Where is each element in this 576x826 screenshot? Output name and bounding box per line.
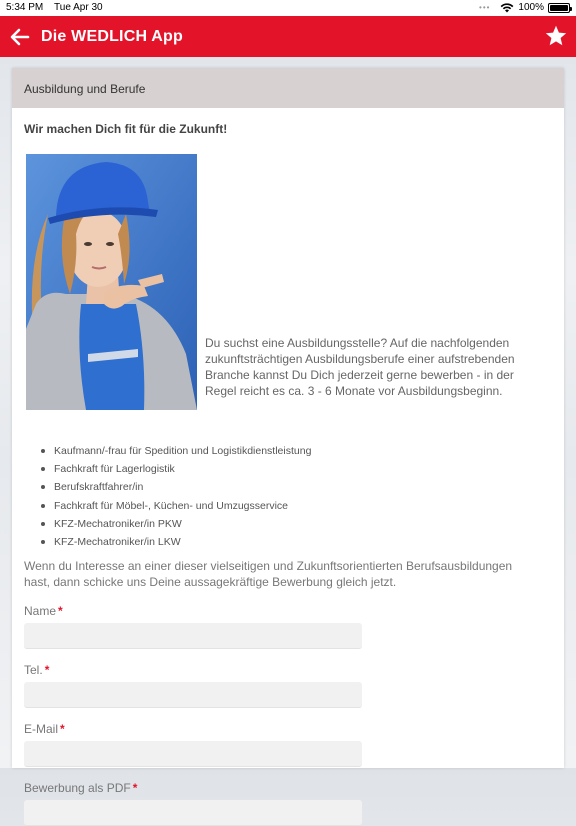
name-field-group (24, 604, 552, 649)
star-icon[interactable] (544, 24, 568, 48)
intro-text: Du suchst eine Ausbildungsstelle? Auf die nachfolgenden zukunftsträchtigen Ausbildungsberufe einer aufstrebenden Branche kannst Du Dich jederzeit gerne bewerben - in der Regel reicht es ca. 3 - 6 Monate vor Ausbildungsbeginn. (205, 336, 515, 398)
status-date: Tue Apr 30 (54, 2, 103, 13)
wifi-icon (500, 3, 514, 13)
phone-label: Tel. (24, 663, 43, 678)
section-header: Ausbildung und Berufe (12, 68, 564, 108)
nav-bar (0, 16, 576, 57)
name-label: Name (24, 604, 57, 619)
name-input[interactable] (24, 623, 362, 649)
required-mark: * (44, 663, 50, 678)
required-mark: * (60, 722, 65, 737)
pdf-field-group (24, 781, 552, 826)
email-label: E-Mail (24, 722, 59, 737)
phone-input[interactable] (24, 682, 362, 708)
list-item: KFZ-Mechatroniker/in LKW (54, 533, 552, 551)
list-item: KFZ-Mechatroniker/in PKW (54, 515, 552, 533)
required-mark: * (132, 781, 138, 796)
list-item: Berufskraftfahrer/in (54, 478, 552, 496)
arrow-left-icon[interactable] (8, 25, 32, 49)
email-input[interactable] (24, 741, 362, 767)
pdf-input[interactable] (24, 800, 362, 826)
content-card (12, 68, 564, 796)
email-field-group (24, 722, 552, 767)
status-bar (0, 0, 576, 16)
battery-icon (548, 3, 570, 13)
status-time: 5:34 PM (6, 2, 44, 13)
phone-field-group (24, 663, 552, 708)
list-item: Kaufmann/-frau für Spedition und Logistikdienstleistung (54, 442, 552, 460)
headline: Wir machen Dich fit für die Zukunft! (24, 122, 228, 136)
job-list (54, 442, 552, 551)
required-mark: * (58, 604, 63, 619)
cta-text: Wenn du Interesse an einer dieser vielseitigen und Zukunftsorientierten Berufsausbildungen hast, dann schicke uns Deine aussagekräftige Bewerbung gleich jetzt. (24, 559, 513, 590)
apprentice-photo (26, 154, 197, 410)
pdf-label: Bewerbung als PDF (24, 781, 131, 796)
multitask-dots-icon: ••• (479, 3, 491, 12)
battery-level (550, 5, 568, 11)
list-item: Fachkraft für Lagerlogistik (54, 460, 552, 478)
app-title: Die WEDLICH App (41, 28, 183, 45)
battery-percent: 100% (518, 2, 544, 13)
list-item: Fachkraft für Möbel-, Küchen- und Umzugsservice (54, 497, 552, 515)
